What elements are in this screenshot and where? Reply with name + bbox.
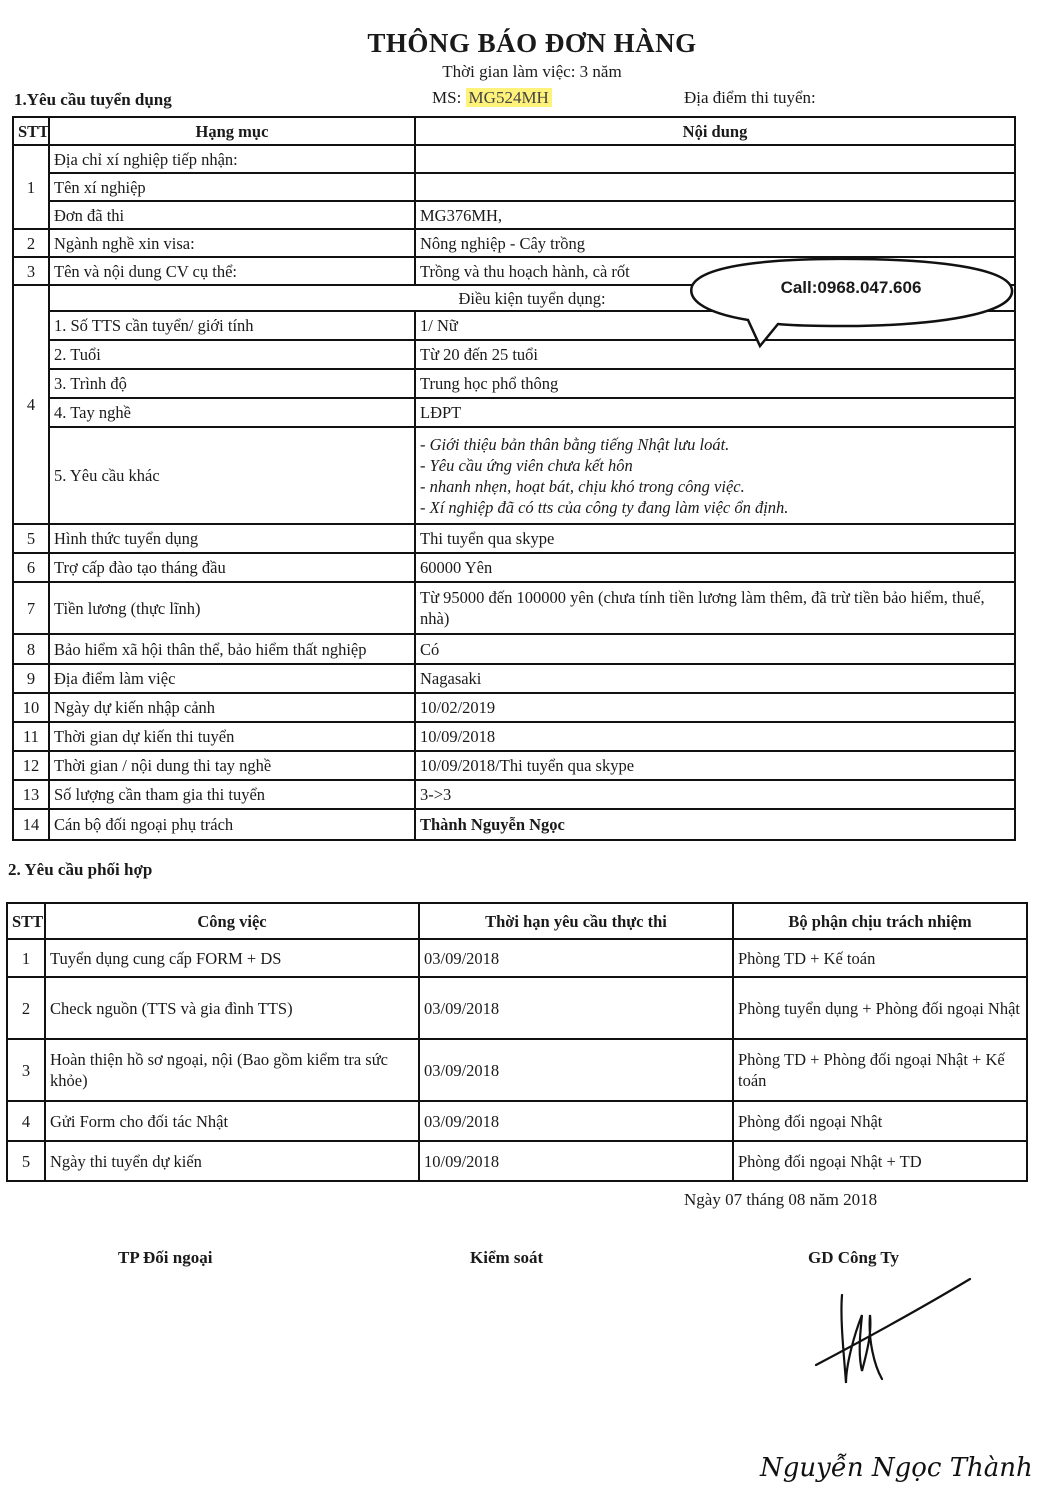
officer-value: Thành Nguyễn Ngọc <box>415 809 1015 840</box>
row-stt-3: 3 <box>13 257 49 285</box>
other-requirements-value <box>415 427 1015 524</box>
task-department: Phòng đối ngoại Nhật + TD <box>733 1141 1027 1181</box>
col-header-deadline: Thời hạn yêu cầu thực thi <box>419 903 733 939</box>
task-name: Hoàn thiện hồ sơ ngoại, nội (Bao gồm kiểm tra sức khỏe) <box>45 1039 419 1101</box>
task-stt: 3 <box>7 1039 45 1101</box>
col-header-stt: STT <box>7 903 45 939</box>
task-deadline: 10/09/2018 <box>419 1141 733 1181</box>
company-label: Tên xí nghiệp <box>49 173 415 201</box>
task-department: Phòng đối ngoại Nhật <box>733 1101 1027 1141</box>
col-header-item: Hạng mục <box>49 117 415 145</box>
other-requirement-3: - nhanh nhẹn, hoạt bát, chịu khó trong công việc. <box>420 476 745 496</box>
address-value <box>415 145 1015 173</box>
task-stt: 2 <box>7 977 45 1039</box>
other-requirement-1: - Giới thiệu bản thân bằng tiếng Nhật lưu loát. <box>420 434 730 454</box>
row-stt-7: 7 <box>13 582 49 634</box>
task-name: Tuyển dụng cung cấp FORM + DS <box>45 939 419 977</box>
age-label: 2. Tuổi <box>49 340 415 369</box>
exam-time-value: 10/09/2018 <box>415 722 1015 751</box>
order-value: MG376MH, <box>415 201 1015 229</box>
count-label: 1. Số TTS cần tuyển/ giới tính <box>49 311 415 340</box>
allowance-label: Trợ cấp đào tạo tháng đầu <box>49 553 415 582</box>
job-value: Trồng và thu hoạch hành, cà rốt <box>415 257 1015 285</box>
task-deadline: 03/09/2018 <box>419 939 733 977</box>
sign-control: Kiểm soát <box>470 1248 544 1267</box>
exam-venue-label: Địa điểm thi tuyển: <box>684 88 816 107</box>
task-stt: 1 <box>7 939 45 977</box>
document-title: THÔNG BÁO ĐƠN HÀNG <box>367 28 697 58</box>
row-stt-6: 6 <box>13 553 49 582</box>
visa-value: Nông nghiệp - Cây trồng <box>415 229 1015 257</box>
col-header-task: Công việc <box>45 903 419 939</box>
row-stt-1: 1 <box>13 145 49 229</box>
order-label: Đơn đã thi <box>49 201 415 229</box>
salary-value: Từ 95000 đến 100000 yên (chưa tính tiền lương làm thêm, đã trừ tiền bảo hiểm, thuế, nhà) <box>415 582 1015 634</box>
workplace-value: Nagasaki <box>415 664 1015 693</box>
recruit-form-value: Thi tuyển qua skype <box>415 524 1015 553</box>
task-deadline: 03/09/2018 <box>419 977 733 1039</box>
sign-director: GD Công Ty <box>808 1248 900 1267</box>
skill-test-value: 10/09/2018/Thi tuyển qua skype <box>415 751 1015 780</box>
row-stt-10: 10 <box>13 693 49 722</box>
address-label: Địa chỉ xí nghiệp tiếp nhận: <box>49 145 415 173</box>
entry-date-value: 10/02/2019 <box>415 693 1015 722</box>
skill-test-label: Thời gian / nội dung thi tay nghề <box>49 751 415 780</box>
order-code-label: MS: <box>432 88 462 107</box>
officer-label: Cán bộ đối ngoại phụ trách <box>49 809 415 840</box>
section-2-heading: 2. Yêu cầu phối hợp <box>8 860 153 879</box>
recruit-form-label: Hình thức tuyển dụng <box>49 524 415 553</box>
call-phone: Call:0968.047.606 <box>780 278 922 297</box>
task-name: Check nguồn (TTS và gia đình TTS) <box>45 977 419 1039</box>
speech-bubble-icon <box>688 258 1014 350</box>
row-stt-8: 8 <box>13 634 49 664</box>
visa-label: Ngành nghề xin visa: <box>49 229 415 257</box>
task-name: Gửi Form cho đối tác Nhật <box>45 1101 419 1141</box>
order-code-value: MG524MH <box>466 88 552 107</box>
skill-label: 4. Tay nghề <box>49 398 415 427</box>
company-value <box>415 173 1015 201</box>
insurance-value: Có <box>415 634 1015 664</box>
working-time: Thời gian làm việc: 3 năm <box>442 62 622 81</box>
order-code <box>432 88 552 108</box>
row-stt-2: 2 <box>13 229 49 257</box>
coordination-table <box>6 902 1028 1182</box>
quantity-label: Số lượng cần tham gia thi tuyển <box>49 780 415 809</box>
row-stt-11: 11 <box>13 722 49 751</box>
count-value: 1/ Nữ <box>415 311 1015 340</box>
job-label: Tên và nội dung CV cụ thể: <box>49 257 415 285</box>
sign-foreign-affairs: TP Đối ngoại <box>118 1248 213 1267</box>
conditions-header: Điều kiện tuyển dụng: <box>49 285 1015 311</box>
age-value: Từ 20 đến 25 tuổi <box>415 340 1015 369</box>
row-stt-5: 5 <box>13 524 49 553</box>
task-name: Ngày thi tuyển dự kiến <box>45 1141 419 1181</box>
director-signature-icon <box>810 1275 980 1395</box>
task-stt: 5 <box>7 1141 45 1181</box>
quantity-value: 3->3 <box>415 780 1015 809</box>
workplace-label: Địa điểm làm việc <box>49 664 415 693</box>
allowance-value: 60000 Yên <box>415 553 1015 582</box>
education-label: 3. Trình độ <box>49 369 415 398</box>
education-value: Trung học phổ thông <box>415 369 1015 398</box>
task-department: Phòng TD + Kế toán <box>733 939 1027 977</box>
task-department: Phòng TD + Phòng đối ngoại Nhật + Kế toán <box>733 1039 1027 1101</box>
recruitment-requirements-table <box>12 116 1016 841</box>
exam-time-label: Thời gian dự kiến thi tuyển <box>49 722 415 751</box>
task-deadline: 03/09/2018 <box>419 1101 733 1141</box>
row-stt-13: 13 <box>13 780 49 809</box>
task-department: Phòng tuyển dụng + Phòng đối ngoại Nhật <box>733 977 1027 1039</box>
other-requirement-4: - Xí nghiệp đã có tts của công ty đang làm việc ổn định. <box>420 497 789 517</box>
skill-value: LĐPT <box>415 398 1015 427</box>
row-stt-9: 9 <box>13 664 49 693</box>
task-stt: 4 <box>7 1101 45 1141</box>
row-stt-14: 14 <box>13 809 49 840</box>
director-signature-name <box>756 1440 1033 1490</box>
col-header-stt: STT <box>13 117 49 145</box>
call-callout <box>688 258 1014 332</box>
insurance-label: Bảo hiểm xã hội thân thể, bảo hiểm thất nghiệp <box>49 634 415 664</box>
issue-date: Ngày 07 tháng 08 năm 2018 <box>684 1190 878 1209</box>
entry-date-label: Ngày dự kiến nhập cảnh <box>49 693 415 722</box>
task-deadline: 03/09/2018 <box>419 1039 733 1101</box>
other-requirement-2: - Yêu cầu ứng viên chưa kết hôn <box>420 455 633 475</box>
row-stt-12: 12 <box>13 751 49 780</box>
salary-label: Tiền lương (thực lĩnh) <box>49 582 415 634</box>
col-header-department: Bộ phận chịu trách nhiệm <box>733 903 1027 939</box>
signature-name-text: Nguyễn Ngọc Thành <box>760 1453 1033 1483</box>
row-stt-4: 4 <box>13 285 49 524</box>
col-header-content: Nội dung <box>415 117 1015 145</box>
other-requirements-label: 5. Yêu cầu khác <box>49 427 415 524</box>
section-1-heading: 1.Yêu cầu tuyển dụng <box>14 90 172 109</box>
